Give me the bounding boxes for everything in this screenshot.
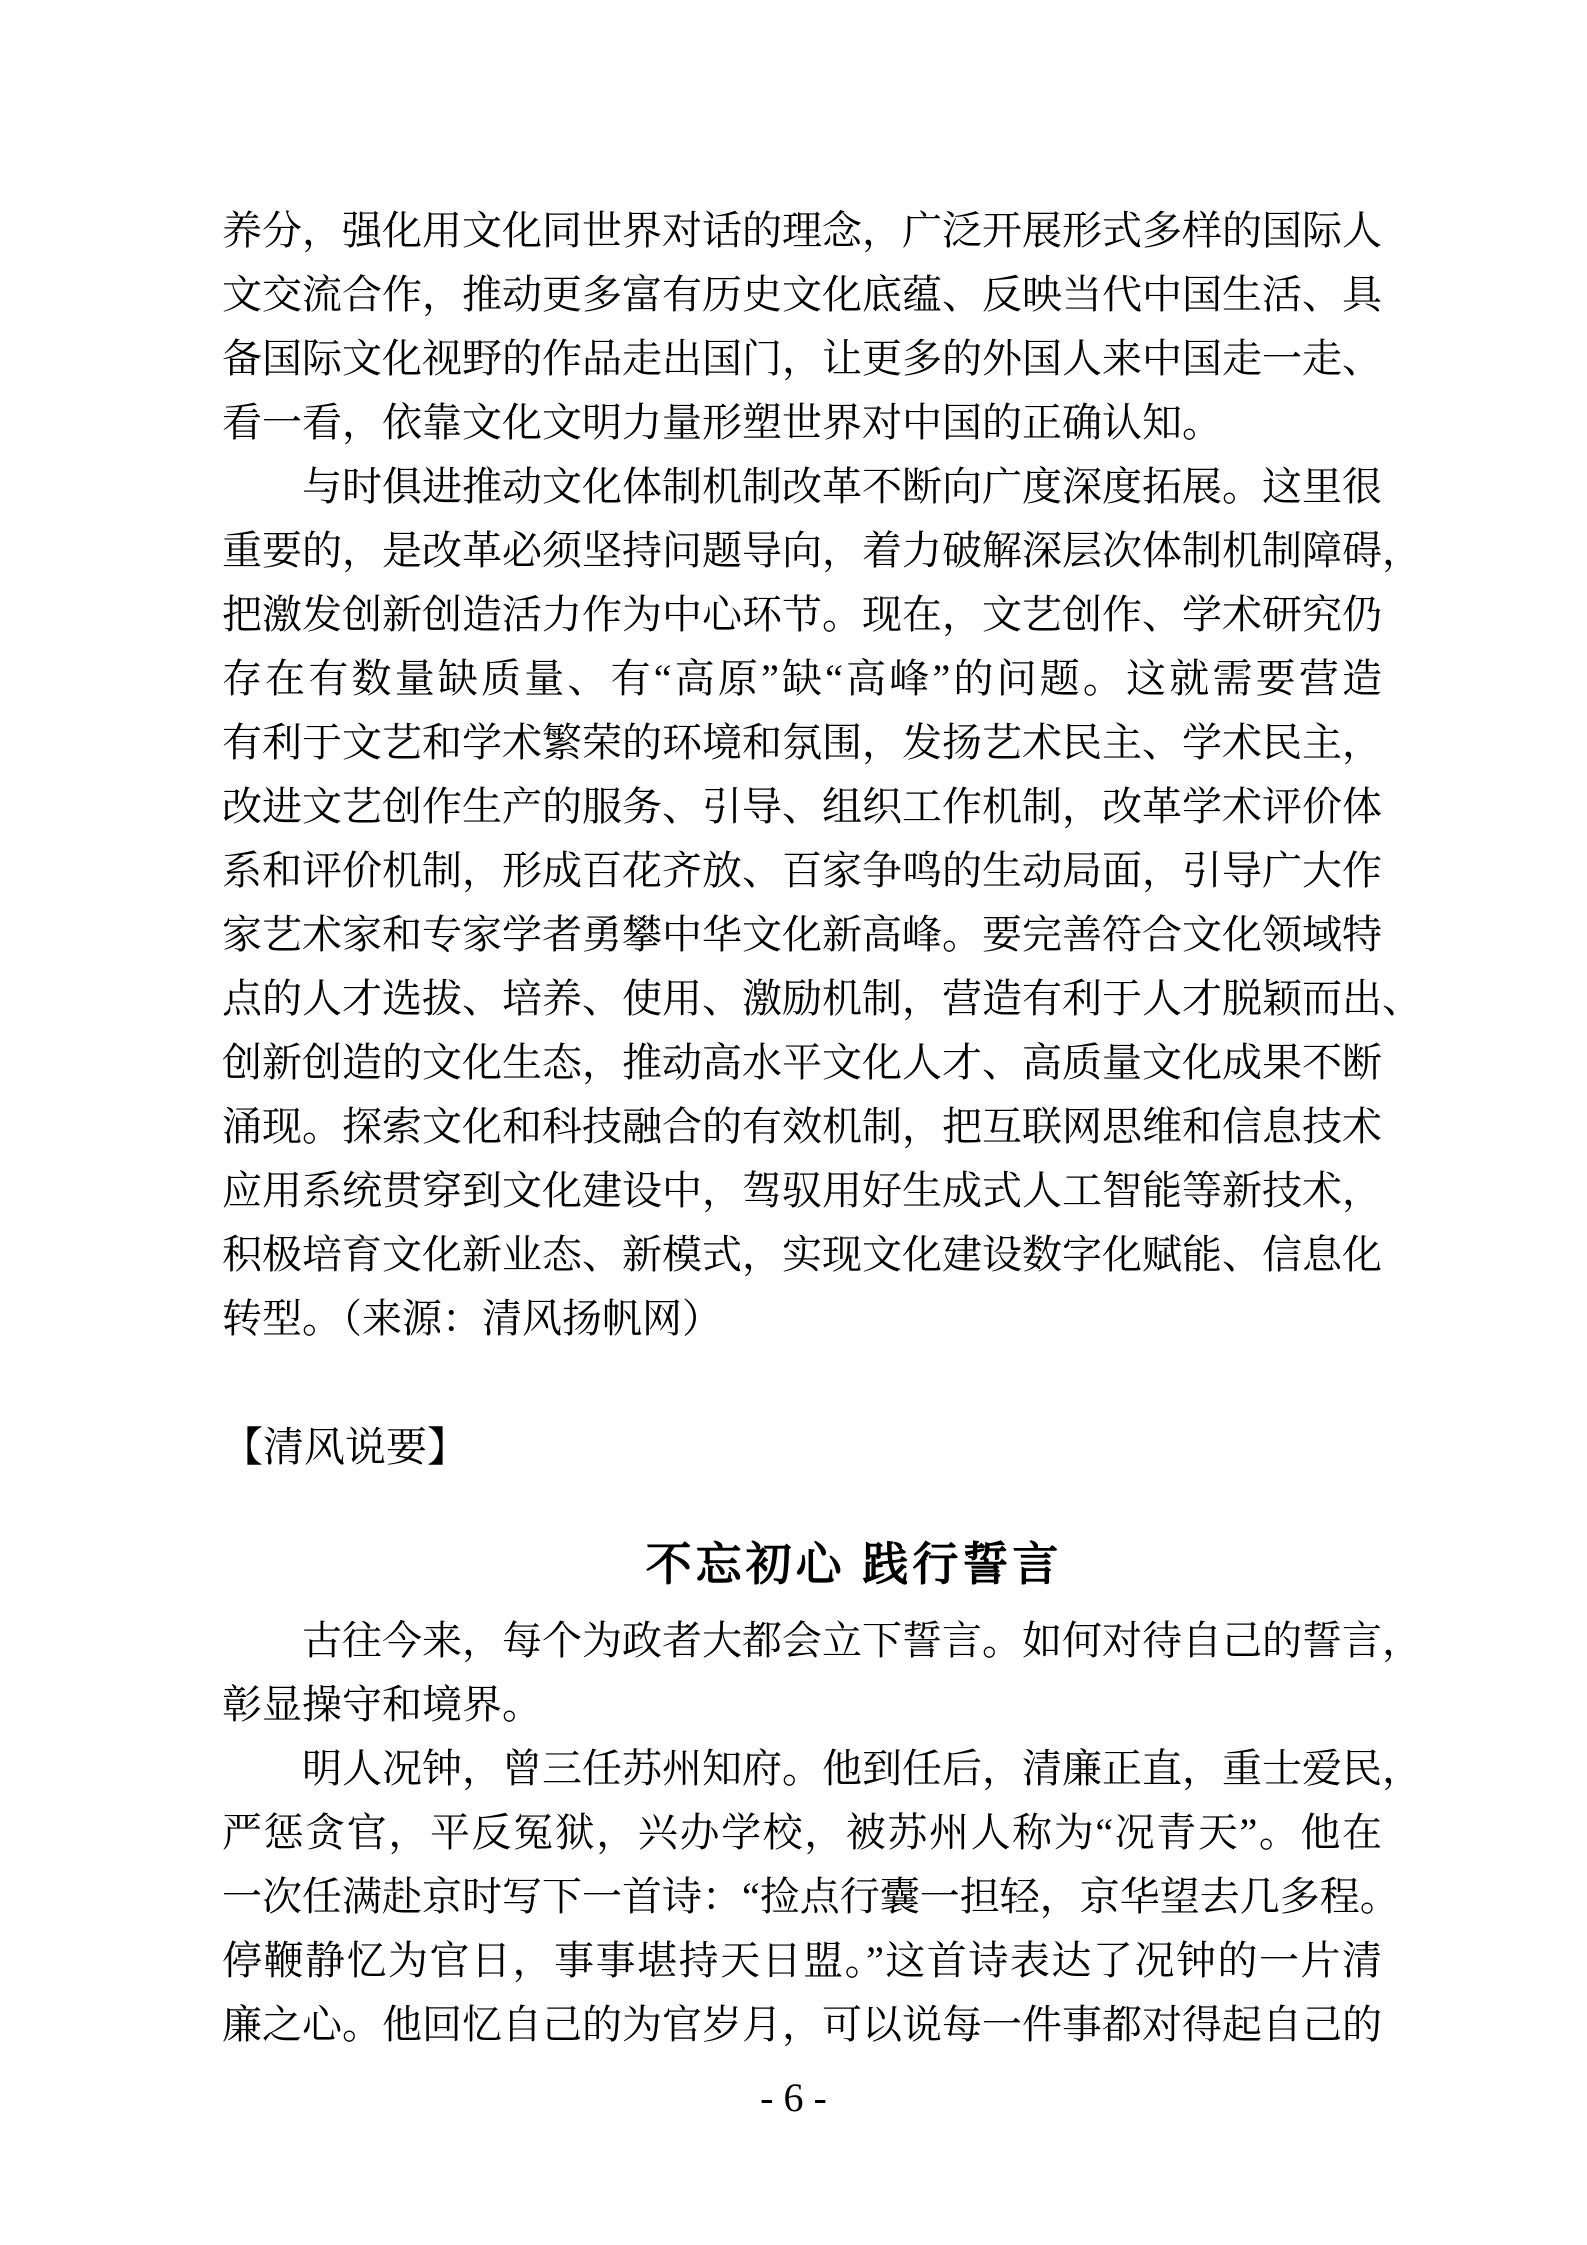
text-line: 有利于文艺和学术繁荣的环境和氛围，发扬艺术民主、学术民主， [222,720,1382,765]
text-line: 看一看，依靠文化文明力量形塑世界对中国的正确认知。 [222,400,1222,445]
text-line: 系和评价机制，形成百花齐放、百家争鸣的生动局面，引导广大作 [222,848,1382,893]
text-line: 应用系统贯穿到文化建设中，驾驭用好生成式人工智能等新技术， [222,1168,1382,1213]
text-line: 彰显操守和境界。 [222,1682,542,1727]
text-line: 严惩贪官，平反冤狱，兴办学校，被苏州人称为“况青天”。他在 [222,1810,1382,1855]
text-line: 转型。（来源：清风扬帆网） [222,1296,722,1341]
article-title: 不忘初心 践行誓言 [645,1538,1063,1590]
text-line: 创新创造的文化生态，推动高水平文化人才、高质量文化成果不断 [222,1040,1382,1085]
text-line: 重要的，是改革必须坚持问题导向，着力破解深层次体制机制障碍， [222,528,1422,573]
text-line: 点的人才选拔、培养、使用、激励机制，营造有利于人才脱颖而出、 [222,976,1422,1021]
section-header: 【清风说要】 [222,1424,468,1470]
text-line: 积极培育文化新业态、新模式，实现文化建设数字化赋能、信息化 [222,1232,1382,1277]
body-text-block [222,199,1422,1351]
text-line: 家艺术家和专家学者勇攀中华文化新高峰。要完善符合文化领域特 [222,912,1382,957]
text-line: 养分，强化用文化同世界对话的理念，广泛开展形式多样的国际人 [222,208,1382,253]
text-line: 改进文艺创作生产的服务、引导、组织工作机制，改革学术评价体 [222,784,1382,829]
text-line: 停鞭静忆为官日，事事堪持天日盟。”这首诗表达了况钟的一片清 [222,1938,1382,1983]
text-line: 存在有数量缺质量、有“高原”缺“高峰”的问题。这就需要营造 [222,656,1382,701]
text-line: 涌现。探索文化和科技融合的有效机制，把互联网思维和信息技术 [222,1104,1382,1149]
text-line: 古往今来，每个为政者大都会立下誓言。如何对待自己的誓言， [222,1618,1422,1663]
text-line: 与时俱进推动文化体制机制改革不断向广度深度拓展。这里很 [222,464,1382,509]
text-line: 把激发创新创造活力作为中心环节。现在，文艺创作、学术研究仍 [222,592,1382,637]
text-line: 廉之心。他回忆自己的为官岁月，可以说每一件事都对得起自己的 [222,2002,1382,2047]
text-line: 文交流合作，推动更多富有历史文化底蕴、反映当代中国生活、具 [222,272,1382,317]
text-line: 备国际文化视野的作品走出国门，让更多的外国人来中国走一走、 [222,336,1382,381]
page-number: - 6 - [760,2075,827,2120]
text-line: 一次任满赴京时写下一首诗：“捡点行囊一担轻，京华望去几多程。 [222,1874,1400,1919]
text-line: 明人况钟，曾三任苏州知府。他到任后，清廉正直，重士爱民， [222,1746,1422,1791]
article-text-block [222,1609,1422,2057]
